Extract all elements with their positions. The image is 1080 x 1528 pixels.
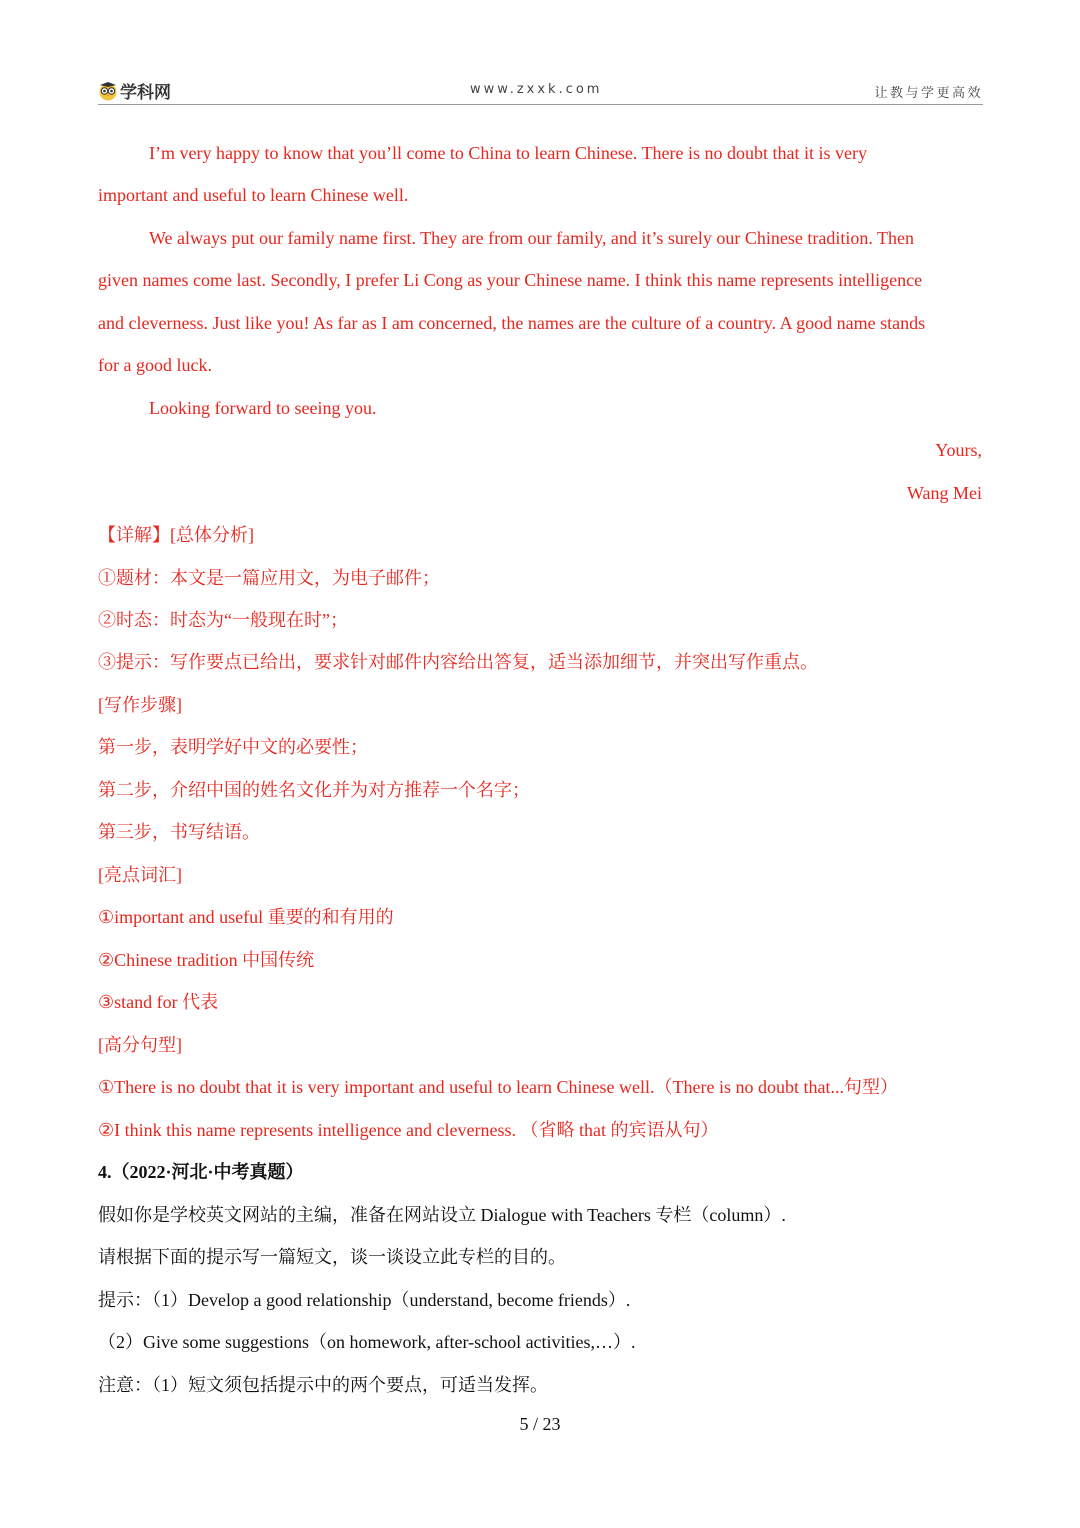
step-item: 第一步，表明学好中文的必要性；	[98, 737, 368, 757]
page-header	[98, 76, 983, 105]
slogan: 让教与学更高效	[874, 86, 983, 101]
letter-paragraph-3: Looking forward to seeing you.	[149, 398, 377, 418]
analysis-item: ②时态：时态为“一般现在时”；	[98, 610, 348, 630]
question-line: 提示：（1）Develop a good relationship（understand, become friends）.	[98, 1290, 631, 1310]
step-item: 第二步，介绍中国的姓名文化并为对方推荐一个名字；	[98, 780, 530, 800]
step-item: 第三步，书写结语。	[98, 822, 260, 842]
site-url: www.zxxk.com	[470, 82, 603, 97]
letter-paragraph-2-line-3: and cleverness. Just like you! As far as I am concerned, the names are the culture of a country. A good name stands	[98, 313, 926, 333]
question-line: 假如你是学校英文网站的主编，准备在网站设立 Dialogue with Teachers 专栏（column）.	[98, 1205, 786, 1225]
vocab-item: ①important and useful 重要的和有用的	[98, 907, 394, 927]
analysis-item: ①题材：本文是一篇应用文，为电子邮件；	[98, 568, 440, 588]
vocab-item: ③stand for 代表	[98, 992, 219, 1012]
letter-paragraph-1-line-2: important and useful to learn Chinese well.	[98, 185, 409, 205]
logo-text: 学科网	[120, 83, 171, 103]
letter-paragraph-2-line-1: We always put our family name first. They are from our family, and it’s surely our Chinese tradition. Then	[149, 228, 915, 248]
vocab-heading: [亮点词汇]	[98, 865, 182, 885]
sentence-item: ②I think this name represents intelligence and cleverness. （省略 that 的宾语从句）	[98, 1120, 719, 1140]
question-line: （2）Give some suggestions（on homework, after-school activities,…）.	[98, 1332, 636, 1352]
letter-paragraph-2-line-2: given names come last. Secondly, I prefer Li Cong as your Chinese name. I think this name represents intelligence	[98, 270, 923, 290]
analysis-heading: 【详解】[总体分析]	[98, 525, 254, 545]
logo	[98, 78, 171, 103]
sentence-heading: [高分句型]	[98, 1035, 182, 1055]
page-number: 5 / 23	[519, 1414, 561, 1434]
question-line: 请根据下面的提示写一篇短文，谈一谈设立此专栏的目的。	[98, 1247, 566, 1267]
owl-logo-icon	[98, 81, 118, 101]
letter-signature: Wang Mei	[906, 483, 982, 503]
letter-paragraph-2-line-4: for a good luck.	[98, 355, 212, 375]
sentence-item: ①There is no doubt that it is very important and useful to learn Chinese well.（There is no doubt that...句型）	[98, 1077, 898, 1097]
steps-heading: [写作步骤]	[98, 695, 182, 715]
analysis-item: ③提示：写作要点已给出，要求针对邮件内容给出答复，适当添加细节，并突出写作重点。	[98, 652, 818, 672]
vocab-item: ②Chinese tradition 中国传统	[98, 950, 315, 970]
letter-paragraph-1-line-1: I’m very happy to know that you’ll come to China to learn Chinese. There is no doubt that it is very	[149, 143, 868, 163]
letter-closing: Yours,	[935, 440, 982, 460]
question-line: 注意：（1）短文须包括提示中的两个要点，可适当发挥。	[98, 1375, 548, 1395]
question-title: 4.（2022·河北·中考真题）	[98, 1162, 304, 1182]
